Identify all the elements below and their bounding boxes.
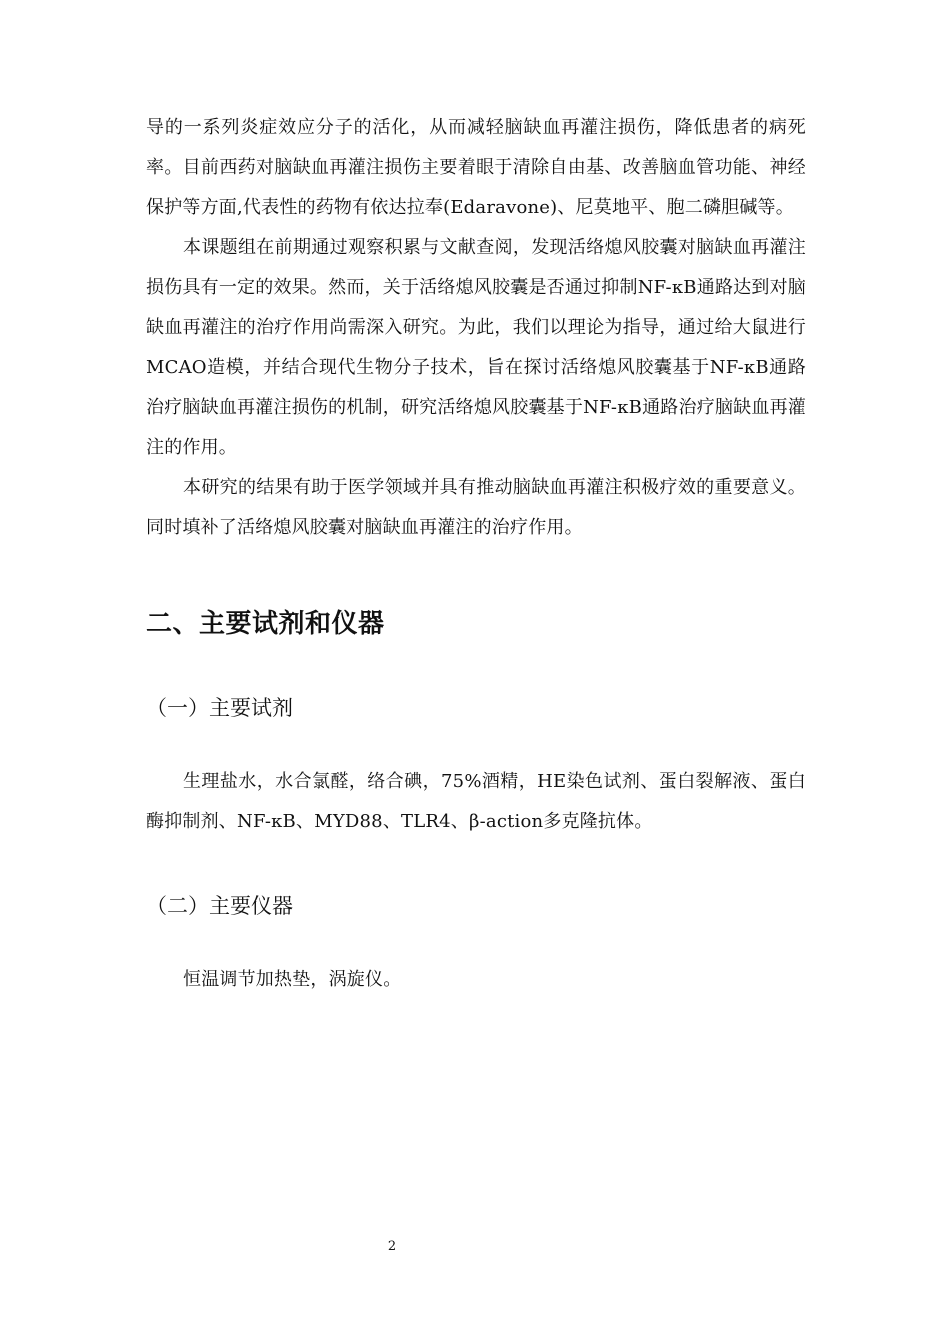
subsection-title-instruments: （二）主要仪器 — [146, 894, 293, 918]
paragraph-intro-continuation: 导的一系列炎症效应分子的活化，从而减轻脑缺血再灌注损伤，降低患者的病死率。目前西药对脑缺血再灌注损伤主要着眼于清除自由基、改善脑血管功能、神经保护等方面,代表性的药物有依达拉奉(Edaravone)、尼莫地平、胞二磷胆碱等。 — [146, 117, 806, 218]
paragraph-research-background: 本课题组在前期通过观察积累与文献查阅，发现活络熄风胶囊对脑缺血再灌注损伤具有一定的效果。然而，关于活络熄风胶囊是否通过抑制NF-κB通路达到对脑缺血再灌注的治疗作用尚需深入研究。为此，我们以理论为指导，通过给大鼠进行MCAO造模，并结合现代生物分子技术，旨在探讨活络熄风胶囊基于NF-κB通路治疗脑缺血再灌注损伤的机制，研究活络熄风胶囊基于NF-κB通路治疗脑缺血再灌注的作用。 — [146, 237, 806, 458]
section-title: 二、主要试剂和仪器 — [146, 609, 385, 639]
page-number: 2 — [387, 1239, 397, 1254]
paragraph-reagents: 生理盐水，水合氯醛，络合碘，75%酒精，HE染色试剂、蛋白裂解液、蛋白酶抑制剂、NF-κB、MYD88、TLR4、β-action多克隆抗体。 — [146, 771, 806, 832]
subsection-title-reagents: （一）主要试剂 — [146, 696, 293, 720]
paragraph-instruments: 恒温调节加热垫，涡旋仪。 — [183, 969, 402, 990]
document-body — [146, 108, 806, 1000]
paragraph-research-significance: 本研究的结果有助于医学领域并具有推动脑缺血再灌注积极疗效的重要意义。同时填补了活络熄风胶囊对脑缺血再灌注的治疗作用。 — [146, 477, 806, 538]
